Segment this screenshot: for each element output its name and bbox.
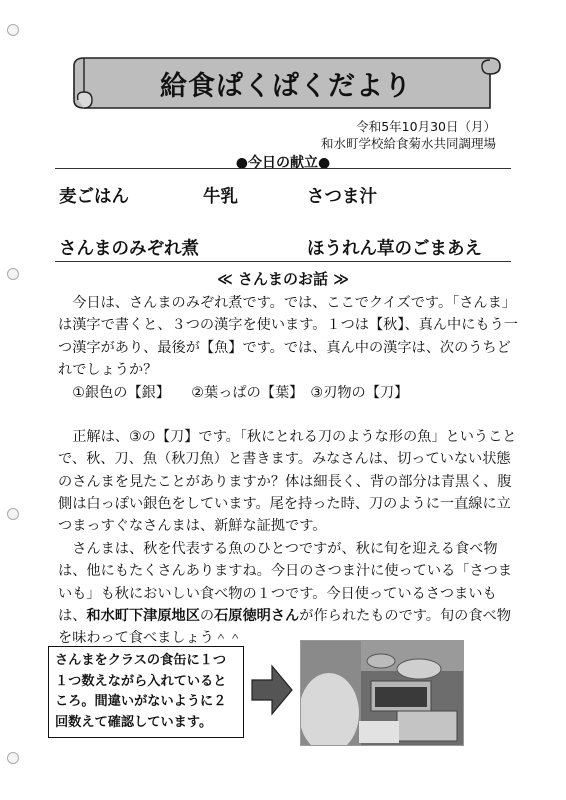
answer-paragraph: 正解は、③の【刀】です。「秋にとれる刀のような形の魚」ということで、秋、刀、魚（秋刀魚）と書きます。みなさんは、切っていない状態のさんまを見たことがありますか？体は細長く、背の部分は青黒く、腹側は白っぽい銀色をしています。尾を持った時、刀のように一直線に立つまっすぐなさんまは、新鮮な証拠です。 <box>58 429 517 535</box>
story-heading: ≪ さんまのお話 ≫ <box>217 270 349 288</box>
issuer-name: 和水町学校給食菊水共同調理場 <box>320 136 496 151</box>
kitchen-photo <box>300 640 464 746</box>
punch-hole-bottom <box>7 752 19 764</box>
quiz-choices: ①銀色の【銀】 ②葉っぱの【葉】 ③刃物の【刀】 <box>58 385 409 401</box>
photo-caption: さんまをクラスの食缶に１つ１つ数えながら入れているところ。間違いがないように２回数えて確認しています。 <box>48 646 244 738</box>
farm-location: 和水町下津原地区 <box>86 607 200 624</box>
farmer-name: 石原徳明さん <box>214 607 300 624</box>
title-banner <box>70 52 502 114</box>
punch-hole-top <box>7 24 19 36</box>
menu-item: ほうれん草のごまあえ <box>307 239 482 259</box>
right-arrow-icon <box>250 664 294 720</box>
issue-date: 令和5年10月30日（月） <box>356 119 496 134</box>
punch-hole-lower <box>7 508 19 520</box>
closing-text: さんまは、秋を代表する魚のひとつですが、秋に旬を迎える食べ物は、他にもたくさんありますね。今日のさつま汁に使っている「さつまいも」も秋においしい食べ物の１つです。今日使っているさつまいもは、 <box>58 541 513 624</box>
dateline <box>321 118 496 152</box>
closing-text: が作られたものです。旬の食べ物を味わって食べましょう＾＾ <box>58 607 511 647</box>
menu-item: 麦ごはん <box>59 187 129 207</box>
quiz-paragraph: 今日は、さんまのみぞれ煮です。では、ここでクイズです。「さんま」は漢字で書くと、３つの漢字を使います。１つは【秋】、真ん中にもう一つ漢字があり、最後が【魚】です。では、真ん中の漢字は、次のうちどれでしょうか？ <box>58 295 518 378</box>
closing-paragraph <box>58 538 518 649</box>
newsletter-title: 給食ぱくぱくだより <box>160 71 412 102</box>
menu-heading: ●今日の献立● <box>235 155 331 171</box>
menu-item: 牛乳 <box>203 187 238 207</box>
menu-item: さんまのみぞれ煮 <box>59 239 199 259</box>
menu-item: さつま汁 <box>307 187 377 207</box>
closing-text: の <box>199 607 215 624</box>
menu-box <box>55 168 511 262</box>
